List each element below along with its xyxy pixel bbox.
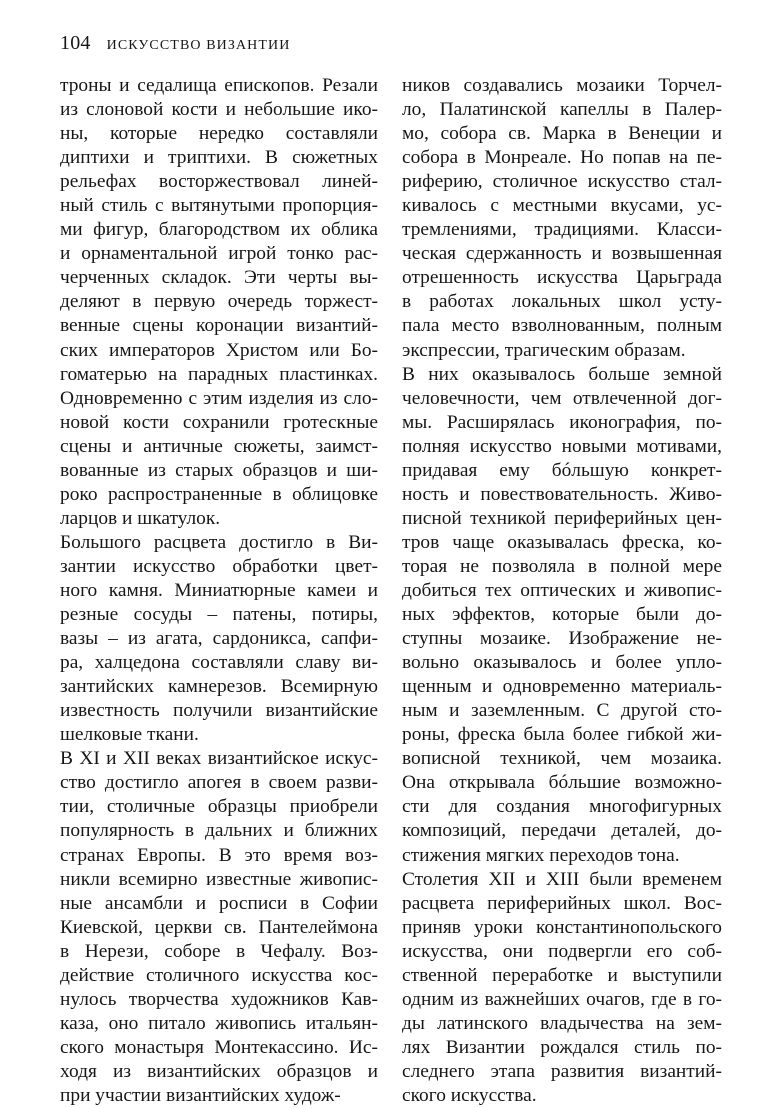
- text-line: Столетия XII и XIII были временем: [402, 868, 722, 890]
- text-line: известность получили византийские: [60, 700, 378, 722]
- text-line: ны, которые нередко составляли: [60, 123, 378, 145]
- text-line: мы. Расширялась иконография, по-: [402, 411, 722, 433]
- text-line: ступны мозаике. Изображение не-: [402, 628, 722, 650]
- text-line: приняв уроки константинопольского: [402, 916, 722, 938]
- text-line: Одновременно с этим изделия из сло-: [60, 387, 378, 409]
- text-line: вованные из старых образцов и ши-: [60, 459, 378, 481]
- text-line: ского искусства.: [402, 1084, 537, 1106]
- text-line: ного камня. Миниатюрные камеи и: [60, 579, 378, 601]
- text-line: гоматерью на парадных пластинках.: [60, 363, 378, 385]
- text-line: мо, собора св. Марка в Венеции и: [402, 123, 722, 145]
- text-line: искусства, они подвергли его соб-: [402, 940, 722, 962]
- text-line: ды латинского владычества на зем-: [402, 1012, 722, 1034]
- text-line: писной техникой периферийных цен-: [402, 507, 722, 529]
- text-line: новой кости сохранили гротескные: [60, 411, 378, 433]
- text-line: собора в Монреале. Но попав на пе-: [402, 147, 722, 169]
- text-line: резные сосуды – патены, потиры,: [60, 604, 378, 626]
- text-line: ходя из византийских образцов и: [60, 1060, 378, 1082]
- text-line: сцены и античные сюжеты, заимст-: [60, 435, 378, 457]
- text-line: тии, столичные образцы приобрели: [60, 796, 378, 818]
- text-line: В XI и XII веках византийское искус-: [60, 748, 378, 770]
- text-line: ников создавались мозаики Торчел-: [402, 75, 722, 96]
- text-line: ство достигло апогея в своем разви-: [60, 772, 378, 794]
- text-line: действие столичного искусства кос-: [60, 964, 378, 986]
- text-line: рельефах восторжествовал линей-: [60, 171, 378, 193]
- text-line: сти для создания многофигурных: [402, 796, 722, 818]
- text-line: ческая сдержанность и возвышенная: [402, 243, 722, 265]
- text-line: ло, Палатинской капеллы в Палер-: [402, 99, 722, 121]
- text-line: следнего этапа развития византий-: [402, 1060, 722, 1082]
- text-line: риферию, столичное искусство стал-: [402, 171, 722, 193]
- text-line: роны, фреска была более гибкой жи-: [402, 724, 722, 746]
- text-line: Киевской, церкви св. Пантелеймона: [60, 916, 378, 938]
- text-line: экспрессии, трагическим образам.: [402, 339, 686, 361]
- section-title: ИСКУССТВО ВИЗАНТИИ: [106, 38, 291, 53]
- text-line: кивалось с местными вкусами, ус-: [402, 195, 722, 217]
- text-line: популярность в дальних и ближних: [60, 820, 378, 842]
- text-line: отрешенность искусства Царьграда: [402, 267, 722, 289]
- text-line: пала место взволнованным, полным: [402, 315, 722, 337]
- text-line: ского монастыря Монтекассино. Ис-: [60, 1036, 378, 1058]
- text-line: ра, халцедона составляли славу ви-: [60, 652, 378, 674]
- text-line: добиться тех оптических и живопис-: [402, 579, 722, 601]
- text-line: торая не позволяла в полной мере: [402, 555, 722, 577]
- text-line: роко распространенные в облицовке: [60, 483, 378, 505]
- text-line: тров чаще оказывалась фреска, ко-: [402, 531, 722, 553]
- text-line: странах Европы. В это время воз-: [60, 844, 378, 866]
- text-line: Она открывала бóльшие возможно-: [402, 772, 722, 794]
- text-line: венные сцены коронации византий-: [60, 315, 378, 337]
- text-line: композиций, передачи деталей, до-: [402, 820, 722, 842]
- text-line: стижения мягких переходов тона.: [402, 844, 680, 866]
- text-line: лях Византии рождался стиль по-: [402, 1036, 722, 1058]
- text-line: В них оказывалось больше земной: [402, 363, 722, 385]
- text-line: черченных складок. Эти черты вы-: [60, 267, 378, 289]
- text-line: в работах локальных школ усту-: [402, 291, 722, 313]
- page-number: 104: [60, 32, 91, 54]
- text-line: ные ансамбли и росписи в Софии: [60, 892, 378, 914]
- text-line: щенным и одновременно материаль-: [402, 676, 722, 698]
- text-line: Большого расцвета достигло в Ви-: [60, 531, 378, 553]
- text-line: ми фигур, благородством их облика: [60, 219, 378, 241]
- text-line: из слоновой кости и небольшие ико-: [60, 99, 378, 121]
- text-line: ларцов и шкатулок.: [60, 507, 221, 529]
- text-line: расцвета периферийных школ. Вос-: [402, 892, 722, 914]
- text-line: придавая ему бóльшую конкрет-: [402, 459, 722, 481]
- text-line: вольно оказывалось и более упло-: [402, 652, 722, 674]
- text-line: диптихи и триптихи. В сюжетных: [60, 147, 378, 169]
- text-line: и орнаментальной игрой тонко рас-: [60, 243, 378, 265]
- text-line: тремлениями, традициями. Класси-: [402, 219, 722, 241]
- running-head: [60, 32, 290, 62]
- text-line: ным и заземленным. С другой сто-: [402, 700, 722, 722]
- text-line: зантийских камнерезов. Всемирную: [60, 676, 378, 698]
- text-line: зантии искусство обработки цвет-: [60, 555, 378, 577]
- text-line: ность и повествовательность. Живо-: [402, 483, 722, 505]
- text-line: при участии византийских худож-: [60, 1084, 341, 1106]
- text-line: в Нерези, соборе в Чефалу. Воз-: [60, 940, 378, 962]
- text-line: ских императоров Христом или Бо-: [60, 339, 378, 361]
- text-line: шелковые ткани.: [60, 724, 199, 746]
- text-column-left: [60, 74, 378, 1108]
- text-line: ный стиль с вытянутыми пропорция-: [60, 195, 378, 217]
- text-line: троны и седалища епископов. Резали: [60, 75, 378, 96]
- text-line: ных эффектов, которые были до-: [402, 604, 722, 626]
- text-column-right: [402, 74, 722, 1108]
- text-line: вазы – из агата, сардоникса, сапфи-: [60, 628, 378, 650]
- text-line: полняя искусство новыми мотивами,: [402, 435, 722, 457]
- text-line: деляют в первую очередь торжест-: [60, 291, 378, 313]
- text-line: каза, оно питало живопись итальян-: [60, 1012, 378, 1034]
- text-line: вописной техникой, чем мозаика.: [402, 748, 722, 770]
- text-line: ственной переработке и выступили: [402, 964, 722, 986]
- text-line: одним из важнейших очагов, где в го-: [402, 988, 722, 1010]
- text-line: никли всемирно известные живопис-: [60, 868, 378, 890]
- text-line: нулось творчества художников Кав-: [60, 988, 378, 1010]
- text-line: человечности, чем отвлеченной дог-: [402, 387, 722, 409]
